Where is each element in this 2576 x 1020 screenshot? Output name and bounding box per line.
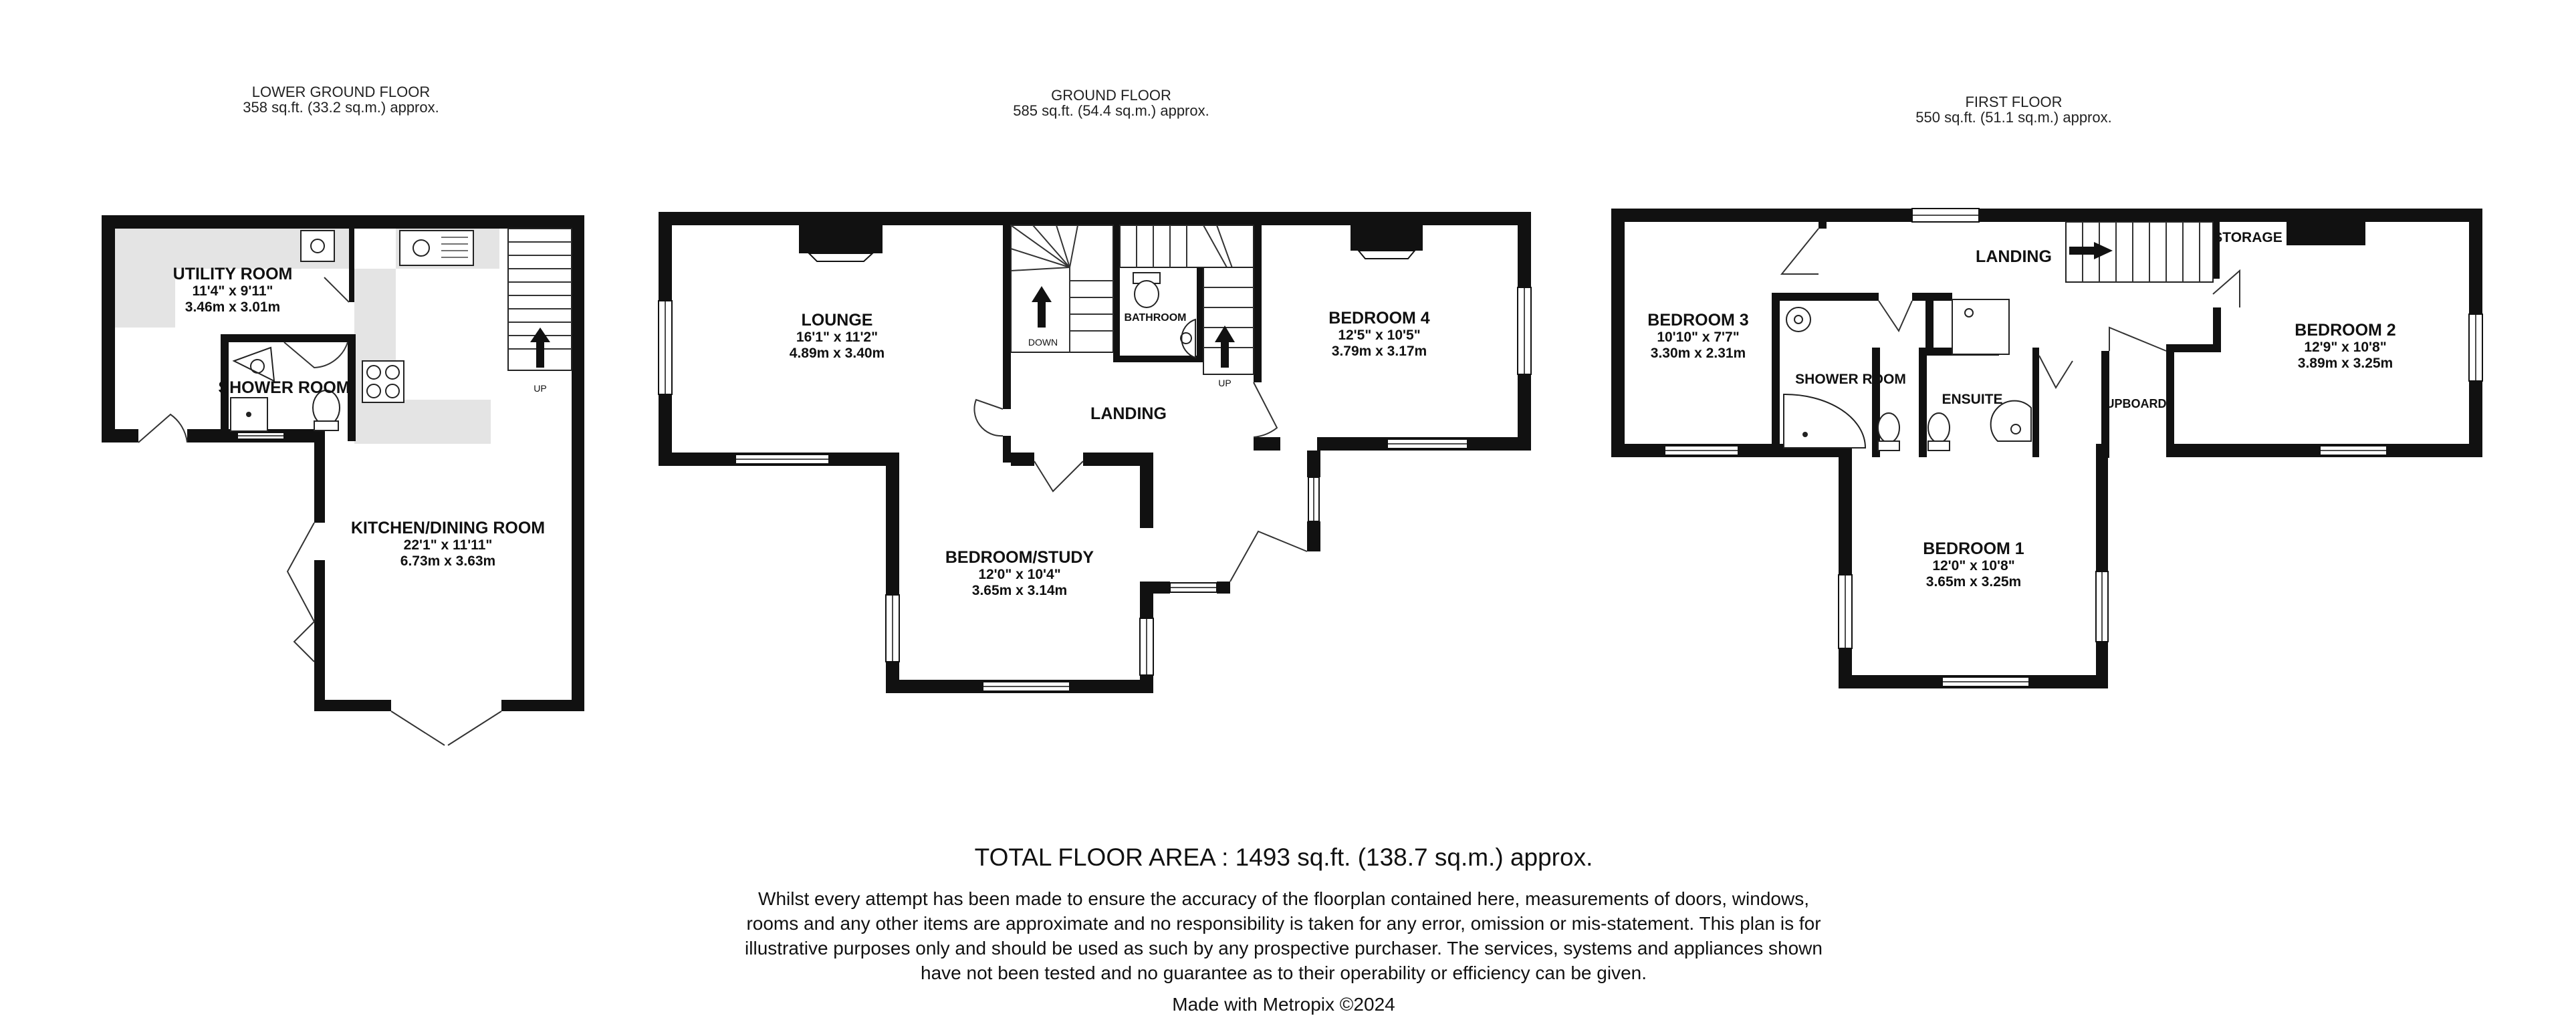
staircase (2066, 222, 2213, 282)
room-name: BEDROOM 2 (2295, 321, 2396, 340)
staircase-down (1011, 225, 1113, 352)
sink-icon (301, 231, 334, 261)
room-storage (2213, 230, 2282, 245)
floor-heading-lower-ground (243, 84, 439, 116)
disclaimer-text: Whilst every attempt has been made to ensure the accuracy of the floorplan contained here, measurements of doors, windows, rooms and any other items are approximate and no responsibility is taken for any error, omission or mis-statement. This plan is for illustrative purposes only and should be used as such by any prospective purchaser. The services, systems and appliances shown have not been tested and no guarantee as to their operability or efficiency can be given. (745, 888, 1823, 983)
room-size-metric: 6.73m x 3.63m (400, 553, 496, 569)
room-name: BEDROOM 1 (1923, 539, 2024, 558)
stair-up-label: UP (1218, 378, 1232, 388)
kitchen-counter (354, 269, 396, 444)
room-bedroom2 (2295, 321, 2395, 371)
first-floor-plan (1611, 209, 2482, 688)
windows (237, 432, 284, 439)
room-name: BEDROOM 3 (1647, 311, 1749, 330)
room-bedroom1 (1923, 539, 2024, 590)
room-shower-ff (1795, 372, 1906, 387)
room-bedroom3 (1647, 311, 1748, 361)
room-size-metric: 3.65m x 3.25m (1925, 574, 2022, 590)
shower-tray-icon (1952, 299, 2009, 354)
room-size-metric: 3.79m x 3.17m (1331, 344, 1427, 359)
hob-icon (362, 361, 404, 402)
room-name: BATHROOM (1124, 312, 1187, 324)
room-name: BEDROOM/STUDY (945, 548, 1094, 567)
room-size-imperial: 22'1" x 11'11" (403, 537, 493, 553)
lower-ground-floor-plan (102, 215, 584, 745)
room-name: LOUNGE (801, 311, 873, 330)
floor-name: GROUND FLOOR (1051, 87, 1171, 104)
shower-enclosure-icon (1784, 394, 1865, 448)
total-floor-area: TOTAL FLOOR AREA : 1493 sq.ft. (138.7 sq.m.) approx. (974, 844, 1593, 871)
room-size-metric: 3.65m x 3.14m (971, 583, 1068, 598)
fireplace-icon (799, 225, 883, 261)
room-size-imperial: 12'0" x 10'4" (978, 567, 1061, 582)
room-landing-first (1976, 247, 2052, 266)
room-size-imperial: 12'0" x 10'8" (1932, 558, 2015, 573)
room-size-metric: 3.30m x 2.31m (1650, 346, 1746, 361)
stair-up-label: UP (534, 383, 547, 394)
kitchen-counter (396, 400, 491, 444)
basin-icon (1181, 320, 1195, 358)
floor-name: FIRST FLOOR (1965, 94, 2063, 110)
shower-tray-icon (231, 398, 267, 431)
room-size-metric: 4.89m x 3.40m (789, 346, 885, 361)
ground-floor-plan (659, 212, 1531, 693)
room-size-metric: 3.46m x 3.01m (185, 299, 281, 315)
room-name: UTILITY ROOM (172, 265, 293, 283)
room-name: KITCHEN/DINING ROOM (350, 519, 546, 537)
utility-counter (115, 229, 175, 328)
room-kitchen (351, 519, 545, 569)
room-size-imperial: 12'9" x 10'8" (2304, 340, 2387, 355)
room-size-imperial: 11'4" x 9'11" (192, 283, 273, 299)
made-with-credit: Made with Metropix ©2024 (1172, 994, 1395, 1015)
floor-area: 358 sq.ft. (33.2 sq.m.) approx. (243, 99, 439, 116)
basin-icon (1786, 307, 1810, 332)
toilet-icon (1928, 413, 1950, 451)
room-cupboard (2105, 397, 2166, 410)
floor-name: LOWER GROUND FLOOR (251, 84, 431, 100)
room-name: STORAGE (2213, 230, 2282, 245)
basin-icon (234, 348, 274, 381)
stair-down-label: DOWN (1028, 337, 1058, 348)
room-size-metric: 3.89m x 3.25m (2297, 356, 2393, 371)
room-utility (173, 265, 293, 315)
kitchen-sink-icon (400, 231, 473, 265)
room-landing-ground (1090, 404, 1167, 423)
room-lounge (790, 311, 885, 361)
toilet-icon (1133, 273, 1160, 307)
room-bedroom4 (1328, 309, 1430, 359)
room-ensuite (1942, 392, 2002, 407)
room-name: SHOWER ROOM (218, 378, 350, 397)
toilet-icon (1878, 413, 1899, 451)
fireplace-icon (1351, 225, 1423, 259)
room-study (945, 548, 1094, 598)
room-name: LANDING (1976, 247, 2052, 266)
room-name: UPBOARD (2105, 397, 2167, 410)
room-name: SHOWER ROOM (1795, 372, 1906, 387)
floor-heading-ground (1013, 87, 1209, 119)
staircase (508, 229, 572, 394)
floor-heading-first (1915, 94, 2111, 126)
storage-cupboard-block (2287, 222, 2365, 245)
room-name: LANDING (1090, 404, 1167, 423)
room-size-imperial: 16'1" x 11'2" (796, 330, 879, 345)
room-name: ENSUITE (1942, 392, 2003, 407)
floor-area: 585 sq.ft. (54.4 sq.m.) approx. (1013, 102, 1209, 119)
room-shower-lg (218, 378, 350, 397)
room-size-imperial: 12'5" x 10'5" (1338, 328, 1421, 343)
floor-area: 550 sq.ft. (51.1 sq.m.) approx. (1915, 109, 2112, 126)
room-size-imperial: 10'10" x 7'7" (1657, 330, 1740, 345)
staircase-up (1120, 225, 1254, 388)
room-bathroom (1124, 312, 1186, 324)
room-name: BEDROOM 4 (1328, 309, 1430, 328)
